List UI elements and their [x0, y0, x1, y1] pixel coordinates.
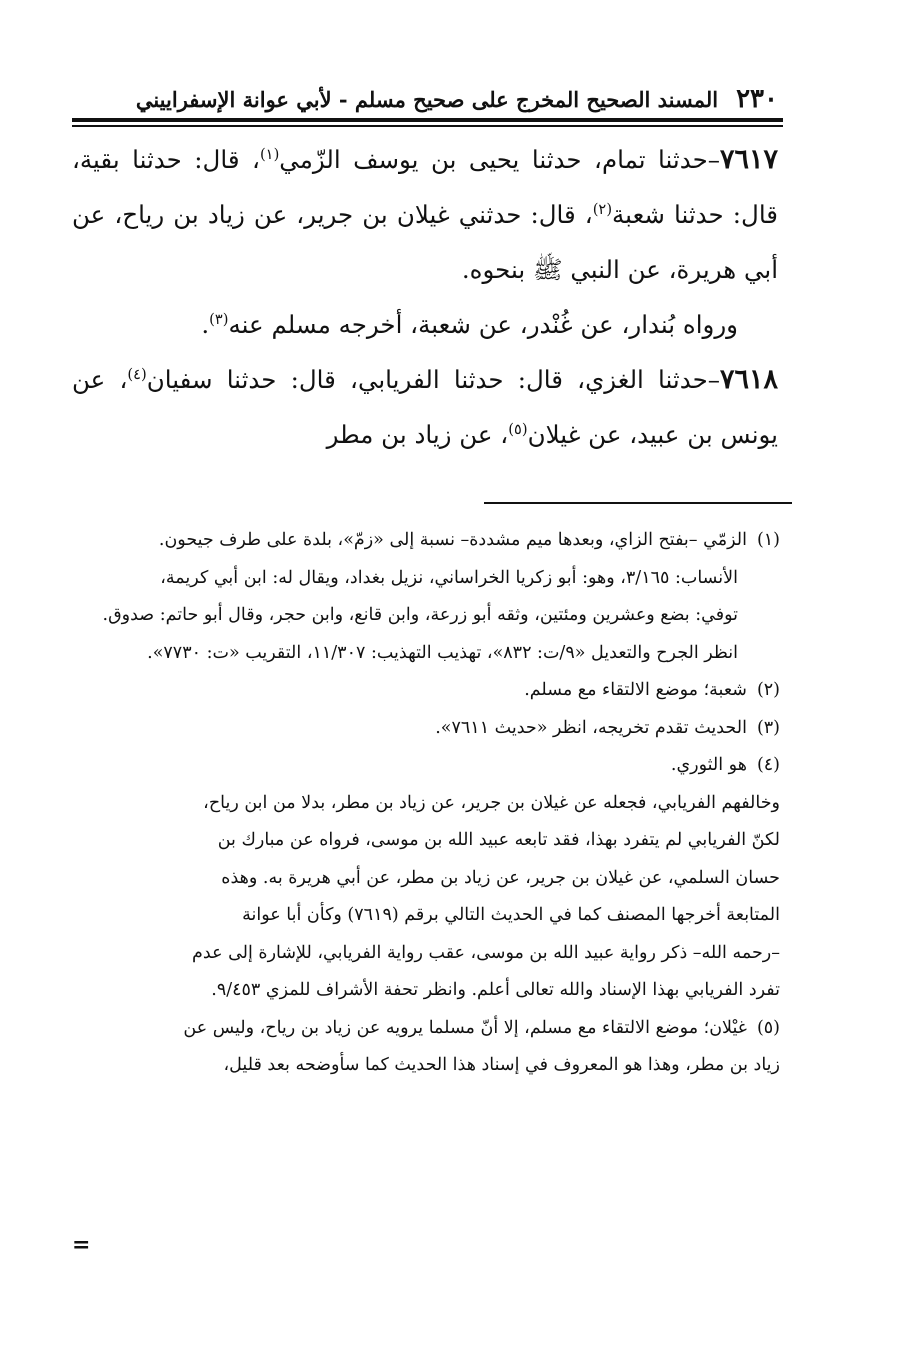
footnote-line: الزمّي –بفتح الزاي، وبعدها ميم مشددة– نسبة إلى «زمّ»، بلدة على طرف جيحون. — [158, 530, 747, 550]
hadith-text: ، قال: حدثنا بقية، قال: حدثنا شعبة — [72, 145, 779, 229]
footnote-ref: (٥) — [508, 420, 528, 438]
page-number: ٢٣٠ — [736, 84, 778, 114]
hadith-7617 — [72, 132, 778, 297]
footnote-ref: (٢) — [592, 200, 613, 218]
footnote-1 — [72, 522, 780, 560]
narration-note — [72, 297, 778, 352]
footnote-line: الأنساب: ٣/١٦٥، وهو: أبو زكريا الخراساني، نزيل بغداد، ويقال له: ابن أبي كريمة، — [160, 567, 738, 588]
header-rule-thin — [72, 125, 783, 127]
hadith-text: ، عن زياد بن مطر — [326, 420, 509, 449]
running-header — [72, 82, 778, 116]
footnote-line: تفرد الفريابي بهذا الإسناد والله تعالى أعلم. وانظر تحفة الأشراف للمزي ٩/٤٥٣. — [211, 980, 780, 1000]
footnote-line: غيْلان؛ موضع الالتقاء مع مسلم، إلا أنّ مسلما يرويه عن زياد بن رياح، وليس عن — [183, 1017, 747, 1038]
footnote-line: وخالفهم الفريابي، فجعله عن غيلان بن جرير، عن زياد بن مطر، بدلا من ابن رياح، — [203, 792, 780, 813]
footnote-ref: (٤) — [127, 365, 147, 383]
footnote-line: حسان السلمي، عن غيلان بن جرير، عن زياد بن مطر، عن أبي هريرة به. وهذه — [221, 867, 780, 888]
narration-text: ورواه بُندار، عن غُنْدر، عن شعبة، أخرجه مسلم عنه — [228, 310, 738, 339]
footnote-line: زياد بن مطر، وهذا هو المعروف في إسناد هذا الحديث كما سأوضحه بعد قليل، — [223, 1055, 780, 1075]
running-title: المسند الصحيح المخرج على صحيح مسلم - لأبي عوانة الإسفراييني — [135, 86, 719, 112]
main-text — [72, 132, 778, 462]
footnote-3 — [72, 710, 780, 748]
footnote-line: شعبة؛ موضع الالتقاء مع مسلم. — [524, 680, 747, 700]
footnote-line: الحديث تقدم تخريجه، انظر «حديث ٧٦١١». — [435, 717, 747, 738]
hadith-number: ٧٦١٨ — [720, 364, 779, 395]
footnote-5 — [72, 1010, 780, 1048]
footnote-marker: (٢) — [756, 680, 780, 700]
footnote-line: انظر الجرح والتعديل «٩/ت: ٨٣٢»، تهذيب التهذيب: ١١/٣٠٧، التقريب «ت: ٧٧٣٠». — [147, 642, 738, 663]
footnote-marker: (٤) — [756, 755, 780, 775]
hadith-7618 — [72, 352, 778, 462]
footnote-marker: (٥) — [756, 1017, 780, 1038]
footnote-line: –رحمه الله– ذكر رواية عبيد الله بن موسى، عقب رواية الفريابي، للإشارة إلى عدم — [192, 942, 780, 963]
footnote-marker: (١) — [756, 530, 780, 550]
footnote-2 — [72, 672, 780, 710]
hadith-text: –حدثنا تمام، حدثنا يحيى بن يوسف الزّمي — [279, 145, 720, 174]
footnote-separator — [484, 502, 792, 504]
footnote-ref: (١) — [259, 145, 280, 163]
hadith-number: ٧٦١٧ — [719, 144, 778, 175]
footnote-line: هو الثوري. — [670, 755, 747, 775]
footnotes — [72, 522, 780, 1085]
footnote-line: توفي: بضع وعشرين ومئتين، وثقه أبو زرعة، وابن قانع، وابن حجر، وقال أبو حاتم: صدوق. — [102, 605, 738, 625]
footnote-marker: (٣) — [756, 717, 780, 738]
hadith-text: ، قال: حدثني غيلان بن جرير، عن زياد بن رياح، عن أبي هريرة، عن النبي ﷺ بنحوه. — [72, 200, 778, 284]
footnote-line: المتابعة أخرجها المصنف كما في الحديث التالي برقم (٧٦١٩) وكأن أبا عوانة — [242, 905, 780, 925]
hadith-text: –حدثنا الغزي، قال: حدثنا الفريابي، قال: حدثنا سفيان — [146, 365, 720, 394]
footnote-ref: (٣) — [209, 310, 229, 328]
footnote-4 — [72, 747, 780, 785]
footnote-line: لكنّ الفريابي لم يتفرد بهذا، فقد تابعه عبيد الله بن موسى، فرواه عن مبارك بن — [217, 830, 780, 850]
header-rule-thick — [72, 118, 783, 122]
narration-text: . — [201, 310, 210, 339]
continuation-mark: = — [72, 1232, 91, 1258]
hadith-text: ، عن يونس بن عبيد، عن غيلان — [72, 365, 778, 449]
